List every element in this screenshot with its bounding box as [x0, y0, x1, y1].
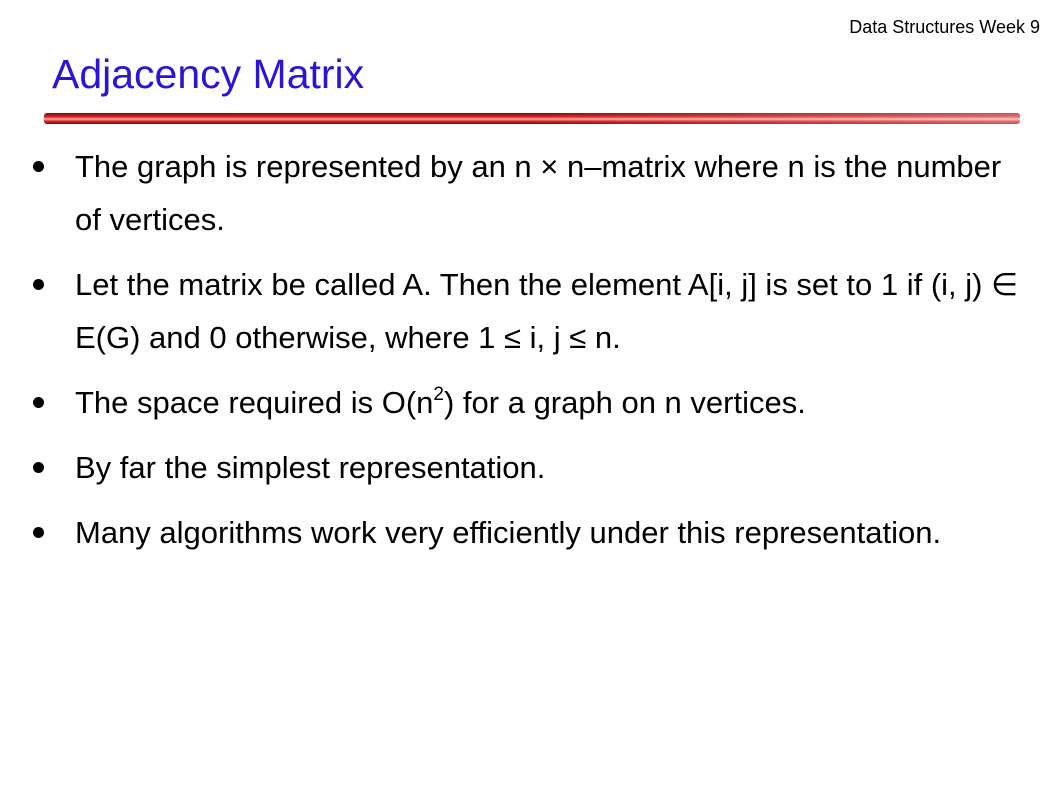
list-item: [30, 506, 1020, 559]
bullet-text-before: The space required is O(n: [75, 385, 434, 420]
list-item: [30, 258, 1020, 364]
list-item: [30, 140, 1020, 246]
bullet-text-after: ) for a graph on n vertices.: [443, 385, 806, 420]
bullet-text: By far the simplest representation.: [75, 450, 546, 485]
title-divider: [44, 112, 1020, 125]
bullet-text: Many algorithms work very efficiently under this representation.: [75, 515, 942, 550]
exponent: 2: [433, 384, 444, 405]
list-item: [30, 376, 1020, 429]
bullet-list: [30, 140, 1020, 571]
bullet-text: The graph is represented by an n × n–matrix where n is the number of vertices.: [75, 149, 1002, 237]
bullet-dot-icon: [33, 161, 44, 172]
bullet-dot-icon: [33, 397, 44, 408]
bullet-dot-icon: [33, 527, 44, 538]
slide-title: Adjacency Matrix: [52, 51, 365, 97]
bullet-dot-icon: [33, 279, 44, 290]
bullet-text: Let the matrix be called A. Then the element A[i, j] is set to 1 if (i, j) ∈ E(G) and 0 otherwise, where 1 ≤ i, j ≤ n.: [75, 267, 1019, 355]
course-label: Data Structures Week 9: [849, 17, 1040, 37]
bullet-text: [75, 385, 806, 420]
bullet-dot-icon: [33, 462, 44, 473]
list-item: [30, 441, 1020, 494]
